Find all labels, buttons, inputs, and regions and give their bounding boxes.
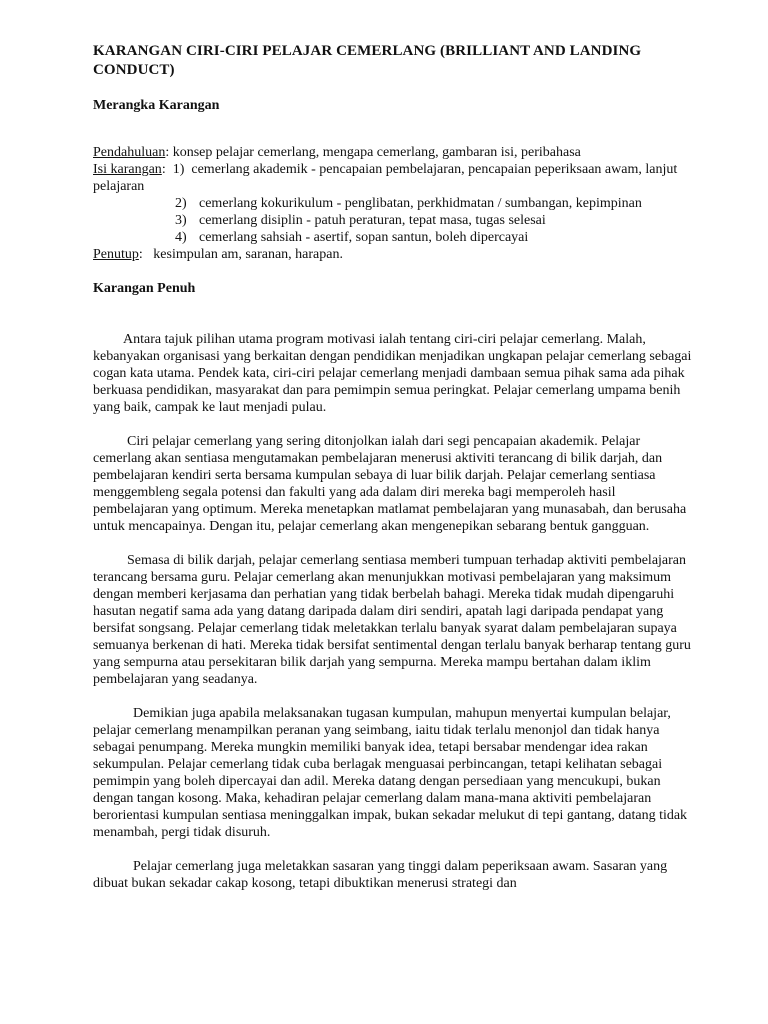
essay-paragraph-1: Antara tajuk pilihan utama program motivasi ialah tentang ciri-ciri pelajar cemerlang. Malah, kebanyakan organisasi yang berkaitan dengan pendidikan menjadikan ungkapan pelajar cemerlang sebagai cogan kata utama. Pendek kata, ciri-ciri pelajar cemerlang menjadi dambaan semua pihak sama ada pihak berkuasa pendidikan, masyarakat dan para pemimpin semua peringkat. Pelajar cemerlang umpama benih yang baik, campak ke laut menjadi pulau. xyxy=(93,332,692,415)
isi-label: Isi karangan xyxy=(93,162,162,177)
item-2-num: 2) xyxy=(175,196,187,211)
outline-isi-item-1 xyxy=(93,161,693,195)
outline-heading: Merangka Karangan xyxy=(93,98,220,113)
item-1-num: 1) xyxy=(172,162,185,177)
essay-paragraph-4: Demikian juga apabila melaksanakan tugasan kumpulan, mahupun menyertai kumpulan belajar, pelajar cemerlang menampilkan peranan yang seimbang, iaitu tidak terlalu menonjol dan tidak hanya sebagai penumpang. Mereka mungkin memiliki banyak idea, tetapi bersabar mendengar idea rakan sekumpulan. Pelajar cemerlang tidak cuba berlagak menguasai perbincangan, tetapi kelihatan sebagai pemimpin yang boleh dipercayai dan adil. Mereka datang dengan persediaan yang mencukupi, bukan dengan tangan kosong. Maka, kehadiran pelajar cemerlang dalam mana-mana aktiviti pembelajaran berorientasi kumpulan sentiasa meninggalkan impak, bukan sekadar melukut di tepi gantang, datang tidak menambah, pergi tidak disuruh. xyxy=(93,706,688,840)
item-3-num: 3) xyxy=(175,213,187,228)
item-1-text: cemerlang akademik - pencapaian pembelajaran, pencapaian peperiksaan awam, lanjut pelajaran xyxy=(93,162,678,194)
isi-colon: : xyxy=(161,162,166,177)
outline-pendahuluan xyxy=(93,144,693,161)
essay-paragraph-5: Pelajar cemerlang juga meletakkan sasaran yang tinggi dalam peperiksaan awam. Sasaran yang dibuat bukan sekadar cakap kosong, tetapi dibuktikan menerusi strategi dan xyxy=(93,859,668,891)
pendahuluan-label: Pendahuluan xyxy=(93,145,166,160)
penutup-text: : kesimpulan am, saranan, harapan. xyxy=(138,247,343,262)
item-2-text: cemerlang kokurikulum - penglibatan, perkhidmatan / sumbangan, kepimpinan xyxy=(199,196,642,211)
item-4-text: cemerlang sahsiah - asertif, sopan santun, boleh dipercayai xyxy=(199,230,529,245)
pendahuluan-text: : konsep pelajar cemerlang, mengapa cemerlang, gambaran isi, peribahasa xyxy=(165,145,581,160)
outline-penutup xyxy=(93,246,693,263)
document-page xyxy=(93,42,693,892)
essay-paragraph-3: Semasa di bilik darjah, pelajar cemerlang sentiasa memberi tumpuan terhadap aktiviti pembelajaran terancang bersama guru. Pelajar cemerlang akan menunjukkan motivasi pembelajaran yang maksimum dengan memberi kerjasama dan perhatian yang tidak berbelah bahagi. Mereka tidak mudah dipengaruhi hasutan negatif sama ada yang datang daripada dalam diri sendiri, apatah lagi daripada pendapat yang bersifat songsang. Pelajar cemerlang tidak meletakkan terlalu banyak syarat dalam pembelajaran supaya semuanya berkenan di hati. Mereka tidak bersifat sentimental dengan terlalu banyak berharap tentang guru yang sempurna atau persekitaran bilik darjah yang sempurna. Mereka mampu bertahan dalam iklim pembelajaran yang seadanya. xyxy=(93,553,691,687)
item-3-text: cemerlang disiplin - patuh peraturan, tepat masa, tugas selesai xyxy=(199,213,546,228)
document-title: KARANGAN CIRI-CIRI PELAJAR CEMERLANG (BRILLIANT AND LANDING CONDUCT) xyxy=(93,43,642,78)
outline-isi-item-2 xyxy=(93,195,693,212)
penutup-label: Penutup xyxy=(93,247,139,262)
outline-list xyxy=(93,144,693,263)
full-essay-heading: Karangan Penuh xyxy=(93,281,196,296)
outline-isi-item-3 xyxy=(93,212,693,229)
item-4-num: 4) xyxy=(175,230,187,245)
essay-paragraph-2: Ciri pelajar cemerlang yang sering ditonjolkan ialah dari segi pencapaian akademik. Pelajar cemerlang akan sentiasa mengutamakan pembelajaran menerusi aktiviti terancang di bilik darjah, dan pembelajaran kendiri serta bersama kumpulan sebaya di luar bilik darjah. Pelajar cemerlang sentiasa menggembleng segala potensi dan fakulti yang ada dalam diri mereka bagi memperoleh hasil pembelajaran yang optimum. Mereka menetapkan matlamat pembelajaran yang munasabah, dan berusaha untuk mencapainya. Dengan itu, pelajar cemerlang akan mengenepikan sebarang bentuk gangguan. xyxy=(93,434,687,534)
outline-isi-item-4 xyxy=(93,229,693,246)
